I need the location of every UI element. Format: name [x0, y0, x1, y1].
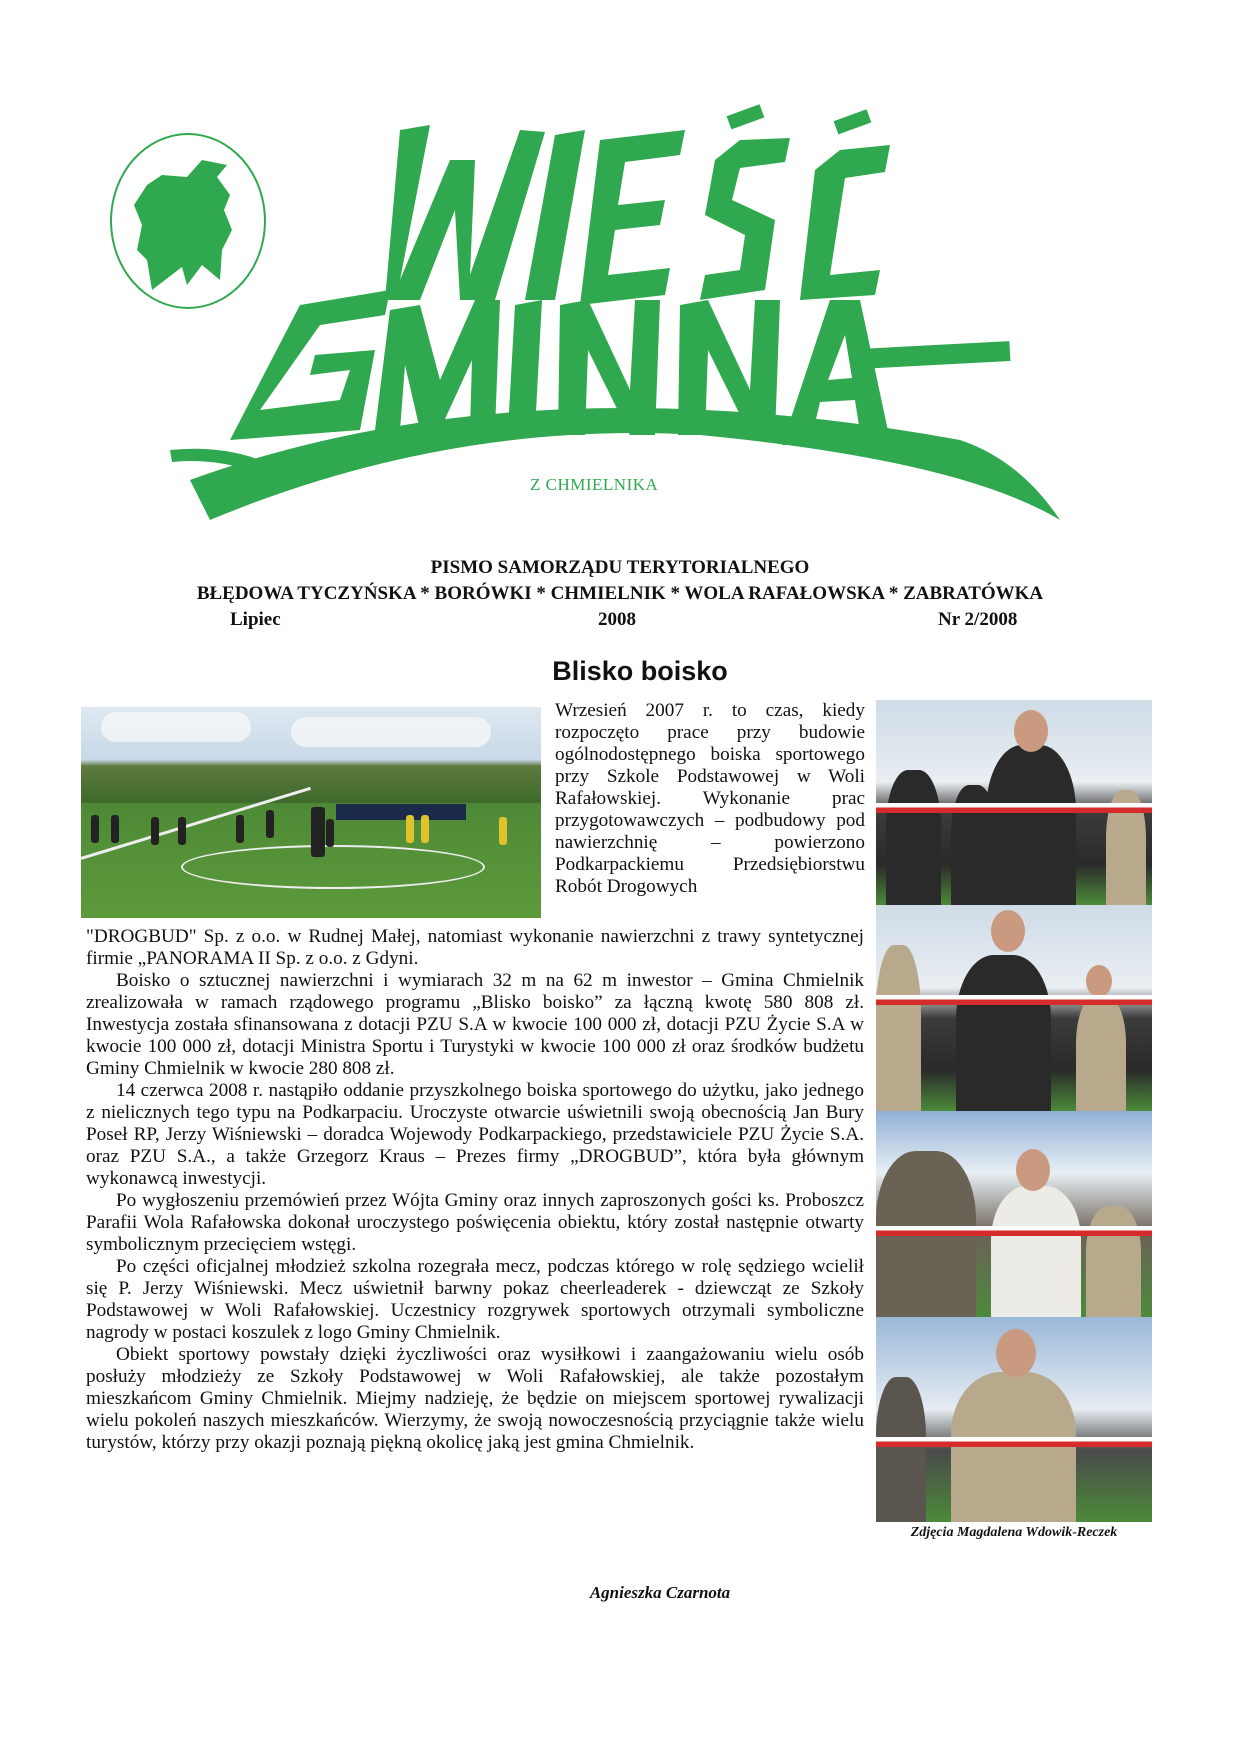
- paragraph-closing: Obiekt sportowy powstały dzięki życzliwości oraz wysiłkowi i zaangażowaniu wielu osób posłuży młodzieży ze Szkoły Podstawowej w Woli Rafałowskiej, ale także pozostałym mieszkańcom Gminy Chmielnik. Miejmy nadzieję, że będzie on miejscem sportowej rywalizacji wielu pokoleń naszych mieszkańców. Wierzymy, że swoją nowoczesnością przyciągnie także wielu turystów, którzy przy okazji poznają piękną okolicę jaką jest gmina Chmielnik.: [86, 1344, 864, 1453]
- issue-number: Nr 2/2008: [938, 609, 1018, 630]
- paragraph-financing: Boisko o sztucznej nawierzchni i wymiarach 32 m na 62 m inwestor – Gmina Chmielnik zrealizowała w ramach rządowego programu „Blisko boisko” za łączną kwotę 580 808 zł. Inwestycja została sfinansowana z dotacji PZU S.A w kwocie 100 000 zł, dotacji PZU Życie S.A w kwocie 100 000 zł, dotacji Ministra Sportu i Turystyki w kwocie 100 000 zł oraz środków budżetu Gminy Chmielnik w kwocie 280 808 zł.: [86, 970, 864, 1079]
- ribbon-cutting-photo-2: [876, 905, 1152, 1111]
- ribbon-cutting-photo-3: [876, 1111, 1152, 1317]
- paragraph-opening: 14 czerwca 2008 r. nastąpiło oddanie przyszkolnego boiska sportowego do użytku, jako jednego z nielicznych tego typu na Podkarpaciu. Uroczyste otwarcie uświetnili swoją obecnością Jan Bury Poseł RP, Jerzy Wiśniewski – doradca Wojewody Podkarpackiego, przedstawiciele PZU Życie S.A. oraz PZU S.A., a także Grzegorz Kraus – Prezes firmy „DROGBUD”, która była głównym wykonawcą inwestycji.: [86, 1080, 864, 1189]
- paragraph-match: Po części oficjalnej młodzież szkolna rozegrała mecz, podczas którego w rolę sędziego wcielił się P. Jerzy Wiśniewski. Mecz uświetnił barwny pokaz cheerleaderek - dziewcząt ze Szkoły Podstawowej w Woli Rafałowskiej. Uczestnicy rozgrywek sportowych otrzymali symboliczne nagrody w postaci koszulek z logo Gminy Chmielnik.: [86, 1256, 864, 1343]
- intro-paragraph-part1: Wrzesień 2007 r. to czas, kiedy rozpoczęto prace przy budowie ogólnodostępnego boiska sportowego przy Szkole Podstawowej w Woli Rafałowskiej. Wykonanie prac przygotowawczych – podbudowy pod nawierzchnię – powierzono Podkarpackiemu Przedsiębiorstwu Robót Drogowych: [555, 700, 865, 897]
- article-author: Agnieszka Czarnota: [589, 1583, 731, 1602]
- ribbon-cutting-photo-1: [876, 700, 1152, 905]
- publication-tagline: PISMO SAMORZĄDU TERYTORIALNEGO: [430, 557, 810, 578]
- paragraph-blessing: Po wygłoszeniu przemówień przez Wójta Gminy oraz innych zaproszonych gości ks. Proboszcz Parafii Wola Rafałowska dokonał uroczystego poświęcenia obiektu, który został następnie otwarty symbolicznym przecięciem wstęgi.: [86, 1190, 864, 1255]
- ribbon-cutting-photo-4: [876, 1317, 1152, 1522]
- issue-month: Lipiec: [230, 609, 281, 630]
- article-title: Blisko boisko: [552, 656, 728, 686]
- article-intro-narrow: [555, 700, 865, 898]
- issue-year: 2008: [598, 609, 636, 630]
- villages-list: BŁĘDOWA TYCZYŃSKA * BORÓWKI * CHMIELNIK * WOLA RAFAŁOWSKA * ZABRATÓWKA: [196, 583, 1044, 604]
- article-body: [86, 926, 864, 1454]
- issue-info: [0, 609, 1240, 633]
- sports-field-photo: [81, 707, 541, 918]
- masthead: [100, 100, 1140, 550]
- photo-credit: Zdjęcia Magdalena Wdowik-Reczek: [910, 1525, 1118, 1540]
- intro-paragraph-part2: "DROGBUD" Sp. z o.o. w Rudnej Małej, natomiast wykonanie nawierzchni z trawy syntetycznej firmie „PANORAMA II Sp. z o.o. z Gdyni.: [86, 926, 864, 969]
- masthead-subtitle: Z CHMIELNIKA: [530, 475, 659, 494]
